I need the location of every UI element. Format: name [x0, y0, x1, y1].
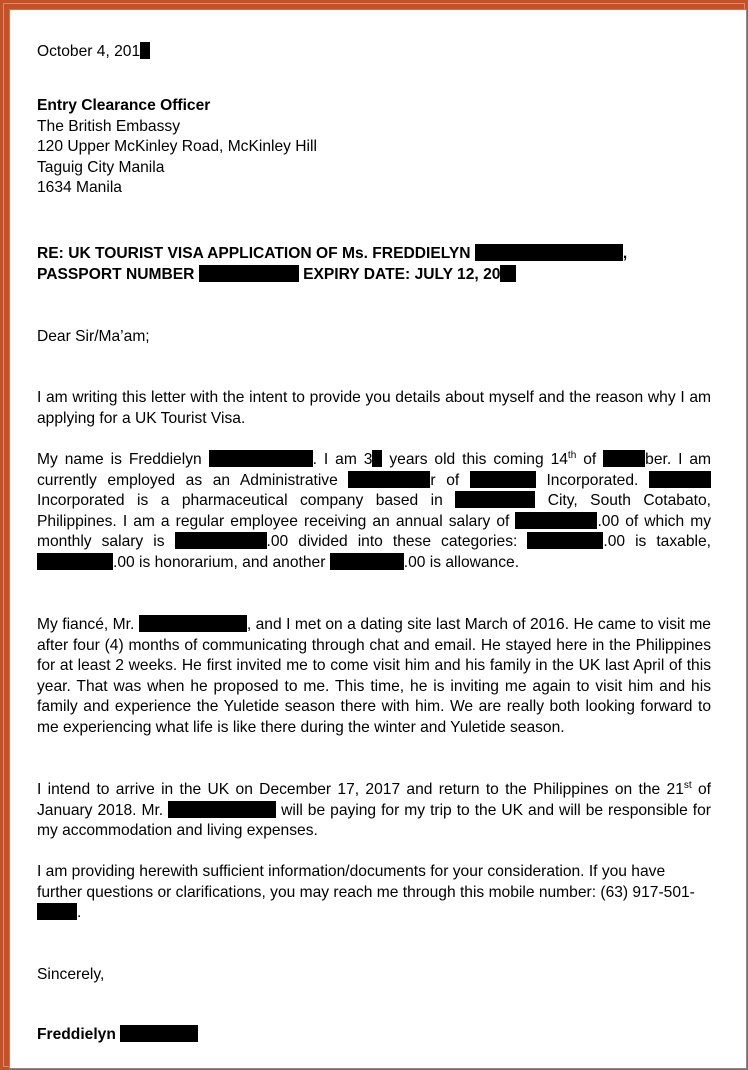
subject-line-1: RE: UK TOURIST VISA APPLICATION OF Ms. FREDDIELYN , — [37, 245, 628, 262]
paragraph-personal-details: My name is Freddielyn . I am 3 years old this coming 14th of ber. I am currently employed as an Administrative r of Incorporated. Incorporated is a pharmaceutical company based in City, South Cotabato, Philippines. I am a regular employee receiving an annual salary of .00 of which my monthly salary is .00 divided into these categories: .00 is taxable, .00 is honorarium, and another .00 is allowance. — [37, 450, 712, 571]
redaction-bar — [515, 512, 597, 529]
addressee-block — [37, 96, 711, 199]
redaction-bar — [470, 471, 536, 488]
redaction-bar — [199, 265, 299, 282]
letter-date: October 4, 201 — [37, 42, 711, 63]
redaction-bar — [330, 553, 404, 570]
paragraph-contact: I am providing herewith sufficient information/documents for your consideration. If you have further questions or clarifications, you may reach me through this mobile number: (63) 917-501-. — [37, 863, 695, 921]
redaction-bar — [500, 265, 516, 282]
subject-line-2: PASSPORT NUMBER EXPIRY DATE: JULY 12, 20 — [37, 265, 711, 286]
redaction-bar — [120, 1025, 198, 1042]
paragraph-fiance: My fiancé, Mr. , and I met on a dating site last March of 2016. He came to visit me after four (4) months of communicating through chat and email. He stayed here in the Philippines for at least 2 weeks. He first invited me to come visit him and his family in the UK last April of this year. That was when he proposed to me. This time, he is inviting me again to visit him and his family and experience the Yuletide season there with him. We are really both looking forward to me experiencing what life is like there during the winter and Yuletide season. — [37, 616, 711, 736]
letter-page — [9, 9, 747, 1069]
redaction-bar — [37, 903, 77, 920]
addressee-line: Taguig City Manila — [37, 158, 165, 176]
redaction-bar — [527, 532, 603, 549]
redaction-bar — [209, 450, 313, 467]
redaction-bar — [175, 532, 267, 549]
redaction-bar — [475, 244, 623, 261]
redaction-bar — [372, 450, 382, 467]
redaction-bar — [139, 615, 247, 632]
redaction-bar — [168, 801, 276, 818]
outer-frame — [3, 3, 745, 1067]
paragraph-travel-plan: I intend to arrive in the UK on December 17, 2017 and return to the Philippines on the 21st of January 2018. Mr. will be paying for my trip to the UK and will be responsible for my accommodation and living expenses. — [37, 780, 711, 839]
redaction-bar — [603, 450, 645, 467]
addressee-line: 1634 Manila — [37, 179, 122, 196]
redaction-bar — [37, 553, 113, 570]
redaction-bar — [455, 491, 535, 508]
closing: Sincerely, — [37, 966, 105, 983]
addressee-line: 120 Upper McKinley Road, McKinley Hill — [37, 138, 317, 155]
paragraph-intro: I am writing this letter with the intent to provide you details about myself and the reason why I am applying for a UK Tourist Visa. — [37, 389, 711, 427]
addressee-title: Entry Clearance Officer — [37, 97, 211, 114]
signature: Freddielyn — [37, 1025, 711, 1046]
redaction-bar — [348, 471, 430, 488]
redaction-bar — [649, 471, 711, 488]
redaction-bar — [140, 42, 150, 59]
subject-block — [37, 244, 711, 285]
salutation: Dear Sir/Ma’am; — [37, 328, 150, 345]
addressee-line: The British Embassy — [37, 117, 180, 135]
